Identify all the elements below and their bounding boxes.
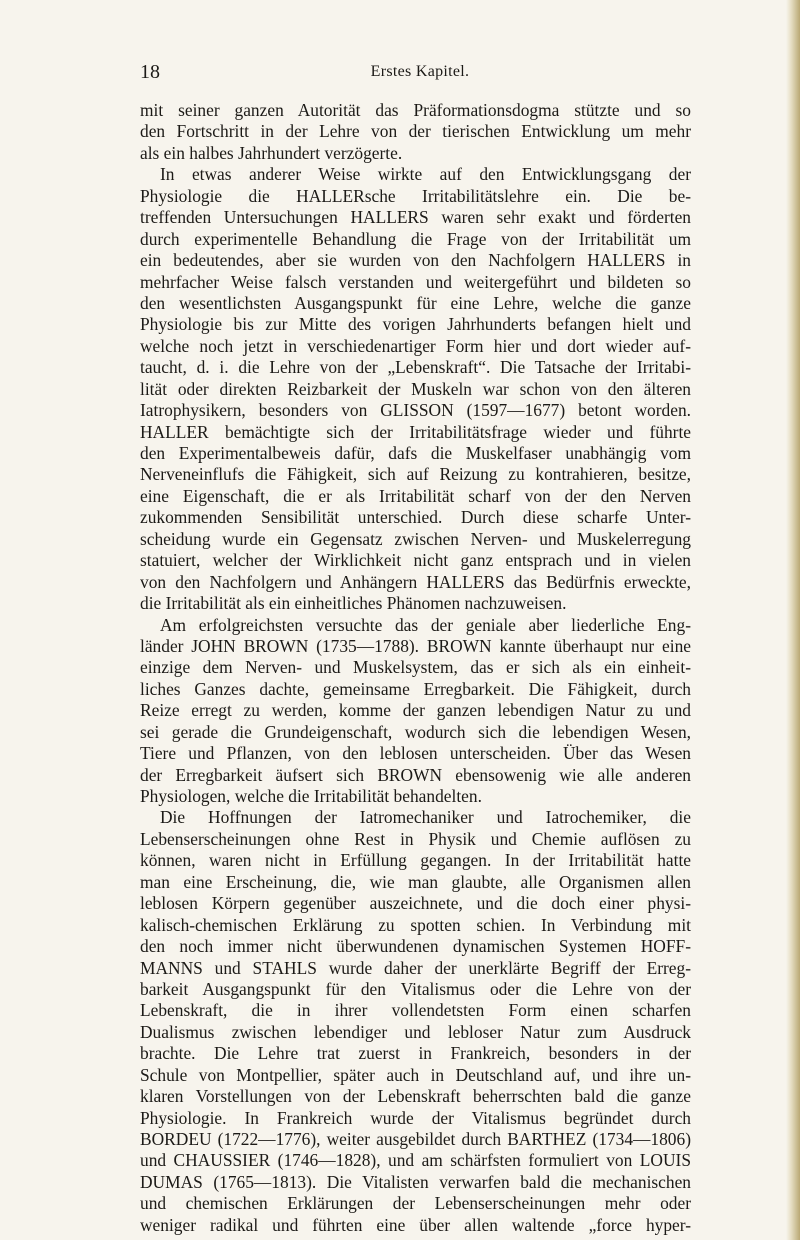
text-line: Lebenskraft, die in ihrer vollendetsten Form einen scharfen xyxy=(140,1000,691,1021)
text-line: Physiologen, welche die Irritabilität behandelten. xyxy=(140,786,482,806)
text-line: können, waren nicht in Erfüllung gegangen. In der Irritabilität hatte xyxy=(140,850,691,871)
text-line: als ein halbes Jahrhundert verzögerte. xyxy=(140,142,403,163)
text-line: Physiologie. In Frankreich wurde der Vitalismus begründet durch xyxy=(140,1107,691,1128)
text-line: brachte. Die Lehre trat zuerst in Frankreich, besonders in der xyxy=(140,1043,691,1064)
text-line: Schule von Montpellier, später auch in Deutschland auf, und ihre un- xyxy=(140,1064,691,1085)
text-line: Die Hoffnungen der Iatromechaniker und Iatrochemiker, die xyxy=(160,807,691,828)
text-line: man eine Erscheinung, die, wie man glaubte, alle Organismen allen xyxy=(140,871,691,892)
text-line: zukommenden Sensibilität unterschied. Durch diese scharfe Unter- xyxy=(140,507,691,528)
text-line: den wesentlichsten Ausgangspunkt für eine Lehre, welche die ganze xyxy=(140,292,691,313)
text-line: treffenden Untersuchungen HALLERS waren sehr exakt und förderten xyxy=(140,207,691,228)
text-line: die Irritabilität als ein einheitliches Phänomen nachzuweisen. xyxy=(140,593,567,614)
text-line: HALLER bemächtigte sich der Irritabilitätsfrage wieder und führte xyxy=(140,421,691,442)
text-line: Physiologie die HALLERsche Irritabilitätslehre ein. Die be- xyxy=(140,185,691,206)
text-line: weniger radikal und führten eine über allen waltende „force hyper- xyxy=(140,1214,691,1235)
text-line: und CHAUSSIER (1746—1828), und am schärfsten formuliert von LOUIS xyxy=(140,1150,691,1171)
text-line: taucht, d. i. die Lehre von der „Lebenskraft“. Die Tatsache der Irritabi- xyxy=(140,357,691,378)
text-line: Am erfolgreichsten versuchte das der geniale aber liederliche Eng- xyxy=(160,614,691,635)
text-line: statuiert, welcher der Wirklichkeit nicht ganz entsprach und in vielen xyxy=(140,550,691,571)
text-line: In etwas anderer Weise wirkte auf den Entwicklungsgang der xyxy=(160,164,691,185)
running-head xyxy=(140,60,700,84)
text-line: leblosen Körpern gegenüber auszeichnete, und die doch einer physi- xyxy=(140,893,691,914)
text-line: Tiere und Pflanzen, von den leblosen unterscheiden. Über das Wesen xyxy=(140,743,691,764)
text-line: barkeit Ausgangspunkt für den Vitalismus oder die Lehre von der xyxy=(140,978,691,999)
text-line: liches Ganzes dachte, gemeinsame Erregbarkeit. Die Fähigkeit, durch xyxy=(140,678,691,699)
text-line: durch experimentelle Behandlung die Frage von der Irritabilität um xyxy=(140,228,691,249)
text-line: Dualismus zwischen lebendiger und lebloser Natur zum Ausdruck xyxy=(140,1021,691,1042)
chapter-title: Erstes Kapitel. xyxy=(370,63,470,80)
text-line: den Experimentalbeweis dafür, dafs die Muskelfaser unabhängig vom xyxy=(140,443,691,463)
text-line: Nerveneinflufs die Fähigkeit, sich auf Reizung zu kontrahieren, besitze, xyxy=(140,464,691,485)
text-line: und chemischen Erklärungen der Lebenserscheinungen mehr oder xyxy=(140,1193,691,1214)
page-number: 18 xyxy=(140,61,160,83)
text-line: Reize erregt zu werden, komme der ganzen lebendigen Natur zu und xyxy=(140,700,691,721)
text-line: scheidung wurde ein Gegensatz zwischen Nerven- und Muskelerregung xyxy=(140,528,691,549)
text-line: den noch immer nicht überwundenen dynamischen Systemen HOFF- xyxy=(140,936,691,957)
text-line: DUMAS (1765—1813). Die Vitalisten verwarfen bald die mechanischen xyxy=(140,1171,691,1192)
text-line: mehrfacher Weise falsch verstanden und weitergeführt und bildeten so xyxy=(140,271,691,292)
text-line: MANNS und STAHLS wurde daher der unerklärte Begriff der Erreg- xyxy=(140,957,691,978)
text-line: kalisch-chemischen Erklärung zu spotten schien. In Verbindung mit xyxy=(140,914,691,935)
text-line: einzige dem Nerven- und Muskelsystem, das er sich als ein einheit- xyxy=(140,657,691,678)
text-line: BORDEU (1722—1776), weiter ausgebildet durch BARTHEZ (1734—1806) xyxy=(140,1129,691,1149)
text-line: mit seiner ganzen Autorität das Präformationsdogma stützte und so xyxy=(140,100,691,120)
text-line: von den Nachfolgern und Anhängern HALLERS das Bedürfnis erweckte, xyxy=(140,571,691,592)
body-text xyxy=(140,100,691,1236)
text-line: ein bedeutendes, aber sie wurden von den Nachfolgern HALLERS in xyxy=(140,250,691,271)
text-line: Physiologie bis zur Mitte des vorigen Jahrhunderts befangen hielt und xyxy=(140,314,691,335)
page-edge-shadow xyxy=(786,0,800,1240)
text-line: eine Eigenschaft, die er als Irritabilität scharf von der den Nerven xyxy=(140,485,691,506)
text-line: der Erregbarkeit äufsert sich BROWN ebensowenig wie alle anderen xyxy=(140,764,691,785)
text-line: den Fortschritt in der Lehre von der tierischen Entwicklung um mehr xyxy=(140,121,691,142)
text-line: länder JOHN BROWN (1735—1788). BROWN kannte überhaupt nur eine xyxy=(140,635,691,656)
text-line: Iatrophysikern, besonders von GLISSON (1597—1677) betont worden. xyxy=(140,400,691,421)
text-line: lität oder direkten Reizbarkeit der Muskeln war schon von den älteren xyxy=(140,378,691,399)
text-line: Lebenserscheinungen ohne Rest in Physik und Chemie auflösen zu xyxy=(140,828,691,849)
text-line: sei gerade die Grundeigenschaft, wodurch sich die lebendigen Wesen, xyxy=(140,721,691,742)
text-line: klaren Vorstellungen von der Lebenskraft beherrschten bald die ganze xyxy=(140,1086,691,1107)
text-line: welche noch jetzt in verschiedenartiger Form hier und dort wieder auf- xyxy=(140,335,691,356)
